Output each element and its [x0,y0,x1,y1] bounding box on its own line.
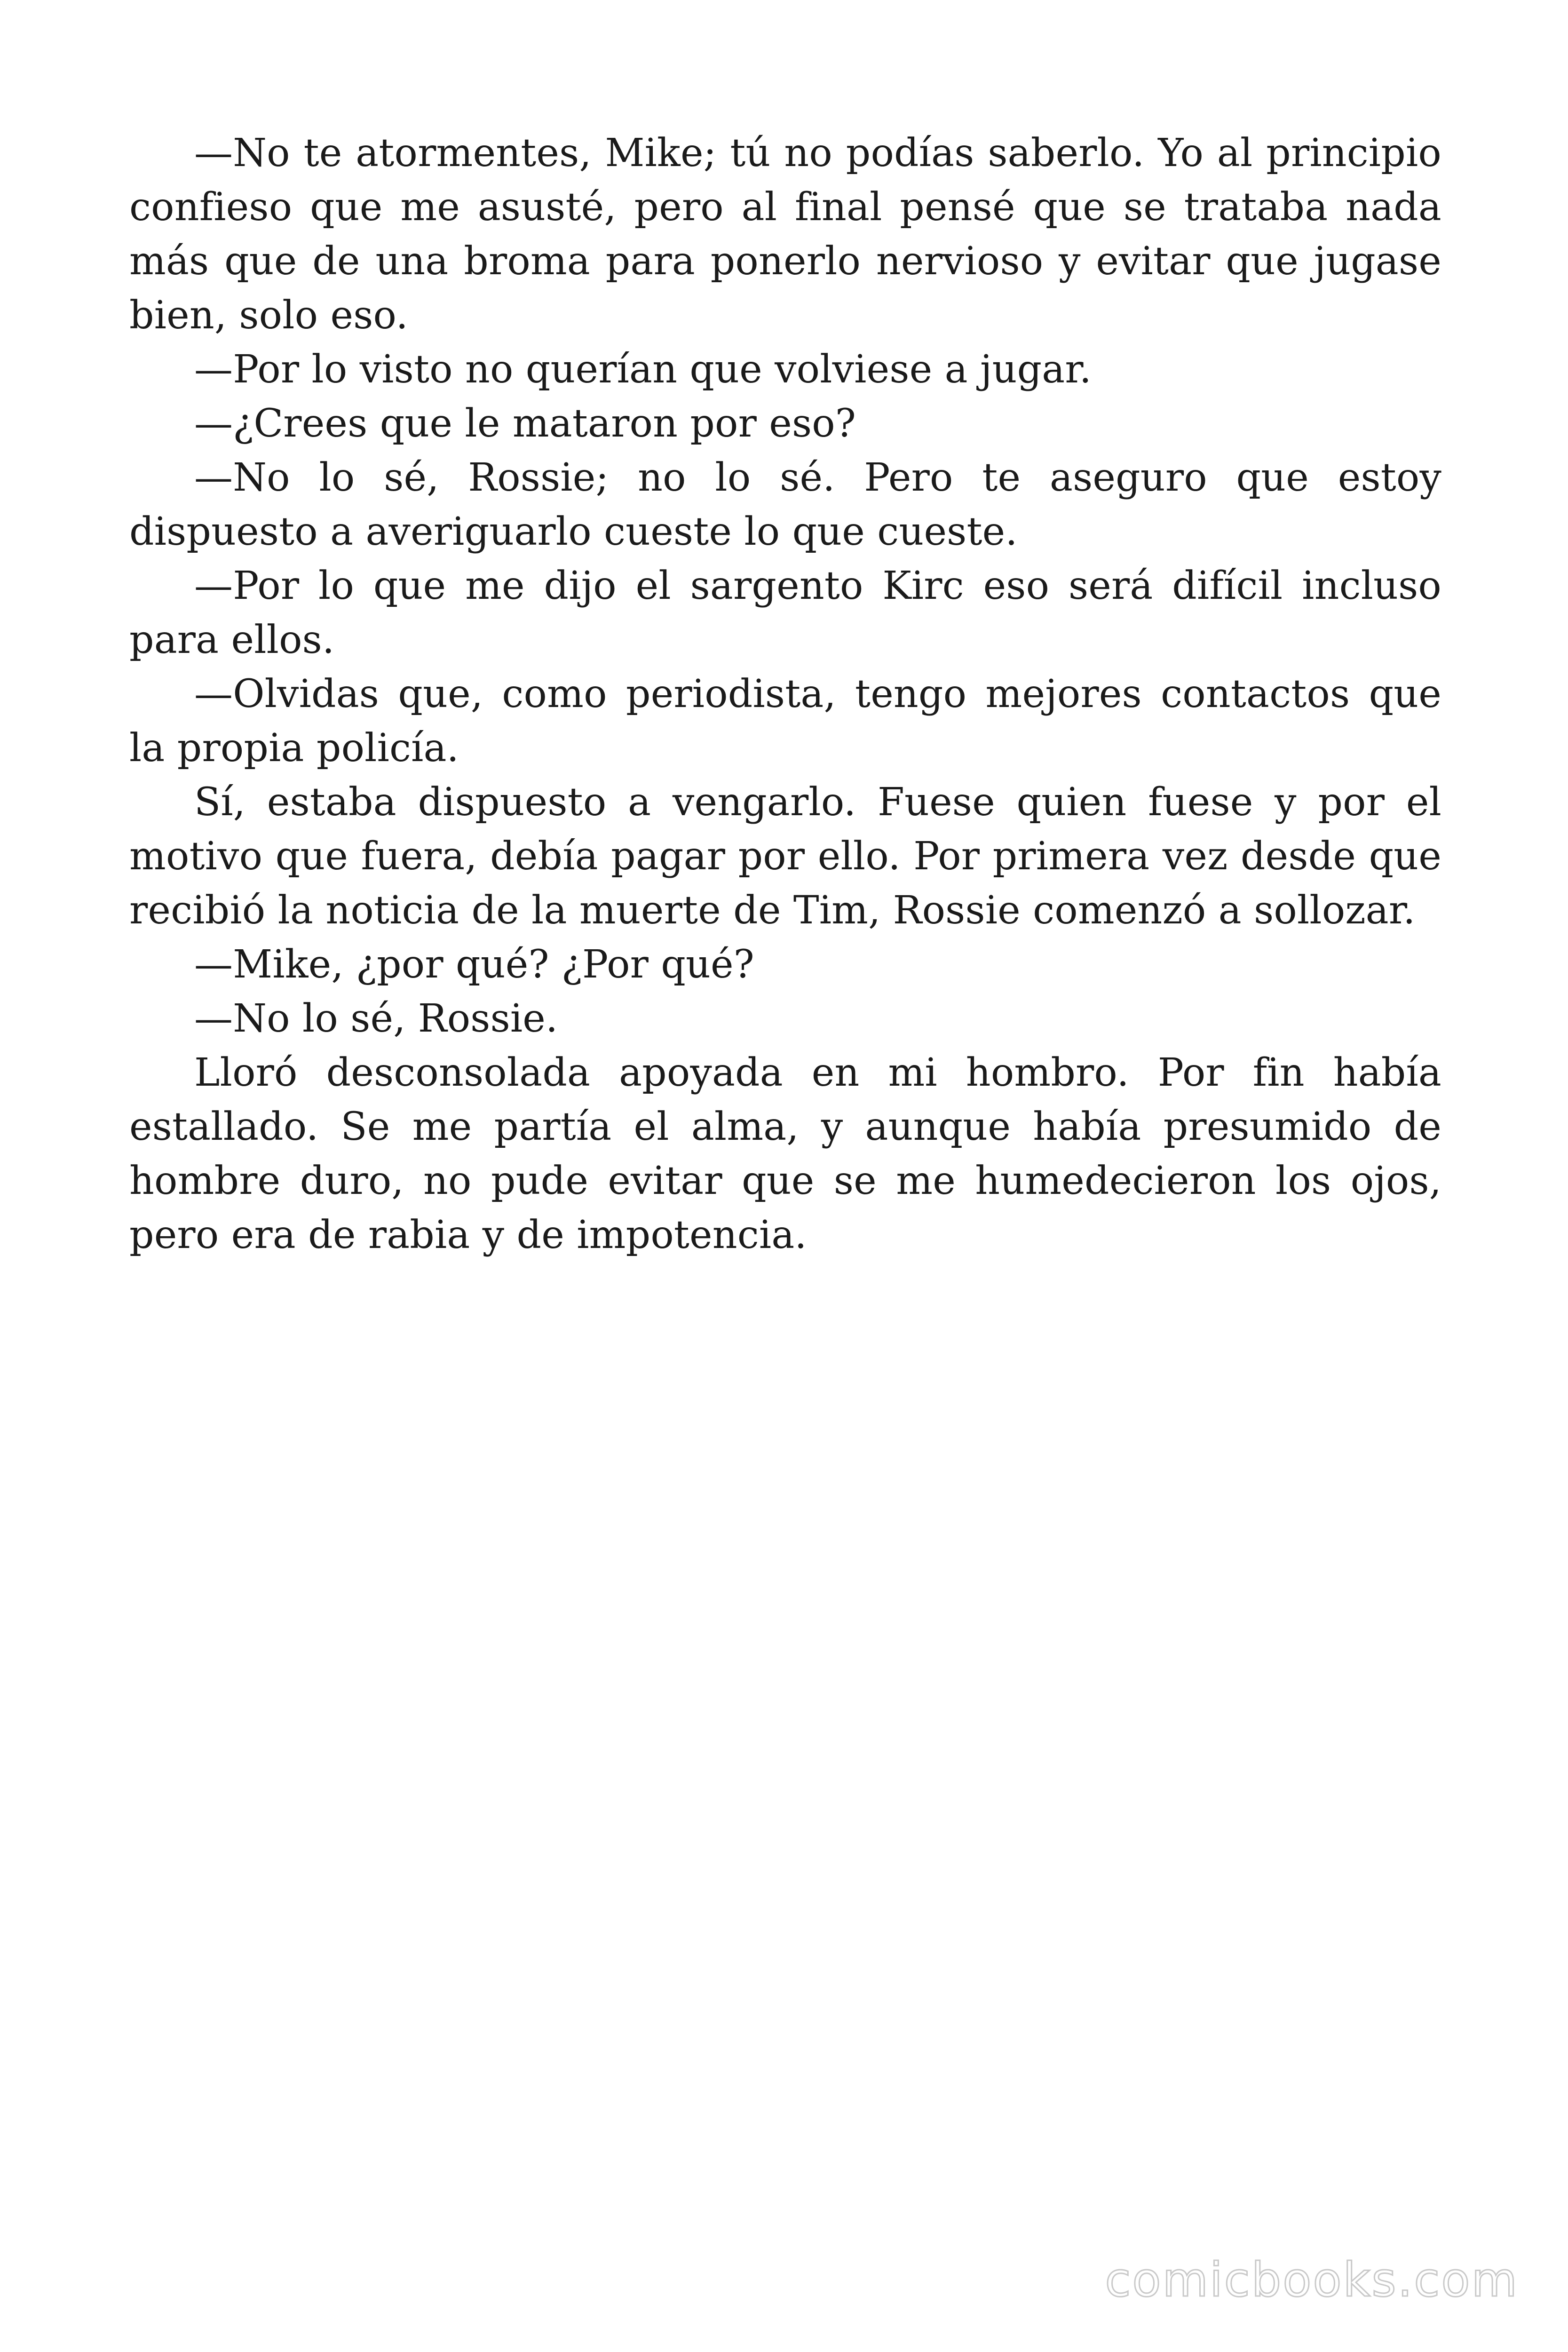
paragraph-9: —No lo sé, Rossie. [194,996,558,1041]
paragraph-1: —No te atormentes, Mike; tú no podías saberlo. Yo al principio confieso que me asusté, pero al final pensé que se trataba nada más que de una broma para ponerlo nervioso y evitar que jugase bien, solo eso. [129,131,1441,338]
paragraph-10: Lloró desconsolada apoyada en mi hombro. Por fin había estallado. Se me partía el alma, y aunque había presumido de hombre duro, no pude evitar que se me humedecieron los ojos, pero era de rabia y de impotencia. [129,1050,1441,1257]
paragraph-3: —¿Crees que le mataron por eso? [194,401,856,446]
paragraph-5: —Por lo que me dijo el sargento Kirc eso será difícil incluso para ellos. [129,564,1441,662]
paragraph-7: Sí, estaba dispuesto a vengarlo. Fuese quien fuese y por el motivo que fuera, debía pagar por ello. Por primera vez desde que recibió la noticia de la muerte de Tim, Rossie comenzó a sollozar. [129,780,1441,933]
page-text [129,126,1441,1262]
paragraph-6: —Olvidas que, como periodista, tengo mejores contactos que la propia policía. [129,672,1441,771]
paragraph-8: —Mike, ¿por qué? ¿Por qué? [194,942,754,987]
paragraph-4: —No lo sé, Rossie; no lo sé. Pero te aseguro que estoy dispuesto a averiguarlo cueste lo que cueste. [129,455,1441,554]
watermark-text: comicbooks.com [1105,2252,1519,2307]
paragraph-2: —Por lo visto no querían que volviese a jugar. [194,347,1092,392]
